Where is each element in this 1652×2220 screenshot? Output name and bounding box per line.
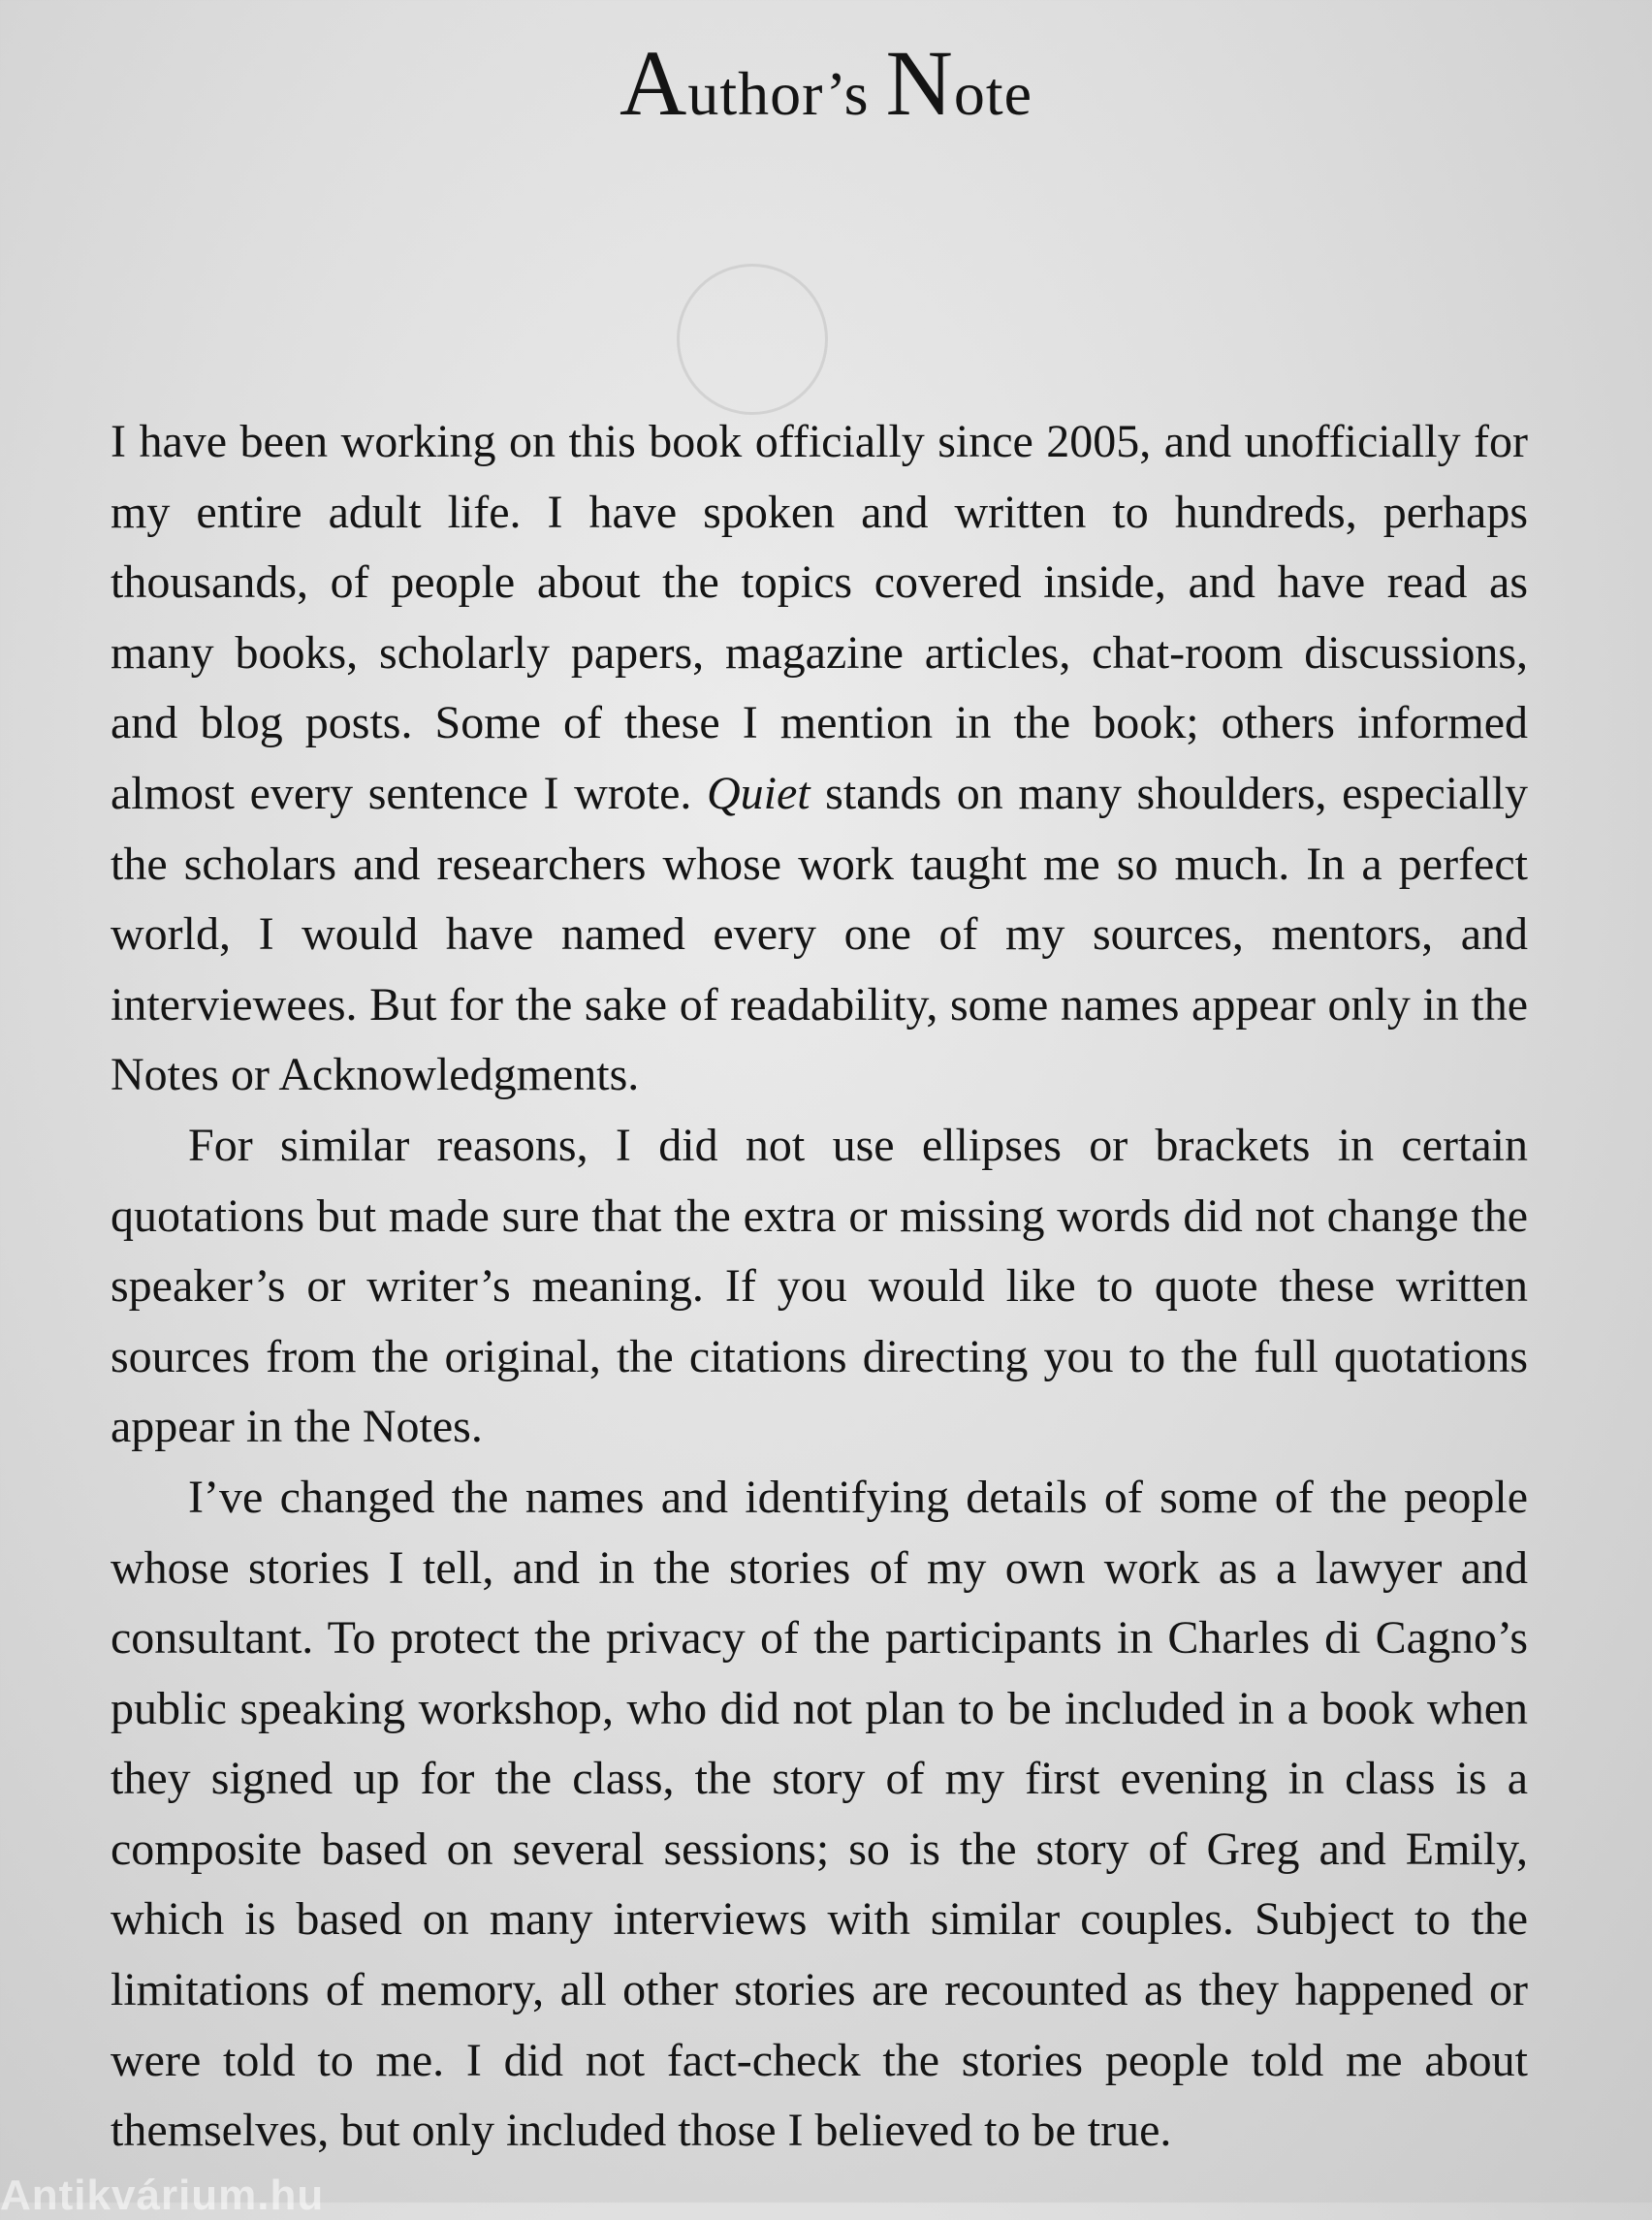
title-word-rest-2: ote: [953, 59, 1032, 128]
title-word-rest-1: uthor’s: [687, 59, 886, 128]
body-text: [111, 407, 1528, 2167]
paragraph-3: I’ve changed the names and identifying details of some of the people whose stories I tell, and in the stories of my own work as a lawyer and consultant. To protect the privacy of the participants in Charles di Cagno’s public speaking workshop, who did not plan to be included in a book when they signed up for the class, the story of my first evening in class is a composite based on several sessions; so is the story of Greg and Emily, which is based on many interviews with similar couples. Subject to the limitations of memory, all other stories are recounted as they happened or were told to me. I did not fact-check the stories people told me about themselves, but only included those I believed to be true.: [111, 1471, 1528, 2157]
paragraph-1-text-end: stands on many shoulders, especially the scholars and researchers whose work taught me so much. In a perfect world, I would have named every one of my sources, mentors, and interviewees. But for the sake of readability, some names appear only in the Notes or Acknowledgments.: [111, 767, 1529, 1101]
paragraph-1: [111, 407, 1528, 1111]
page-title: [0, 29, 1652, 137]
title-initial-a: A: [620, 31, 688, 135]
watermark: Antikvárium.hu: [0, 2172, 325, 2219]
faint-circle-stamp: [677, 264, 828, 415]
title-initial-n: N: [885, 31, 954, 135]
paragraph-1-text-start: I have been working on this book officially since 2005, and unofficially for my entire adult life. I have spoken and written to hundreds, perhaps thousands, of people about the topics covered inside, and have read as many books, scholarly papers, magazine articles, chat-room discussions, and blog posts. Some of these I mention in the book; others informed almost every sentence I wrote.: [111, 416, 1528, 819]
paragraph-2: For similar reasons, I did not use ellipses or brackets in certain quotations but made sure that the extra or missing words did not change the speaker’s or writer’s meaning. If you would like to quote these written sources from the original, the citations directing you to the full quotations appear in the Notes.: [111, 1119, 1528, 1453]
book-title-quiet: Quiet: [706, 767, 810, 819]
